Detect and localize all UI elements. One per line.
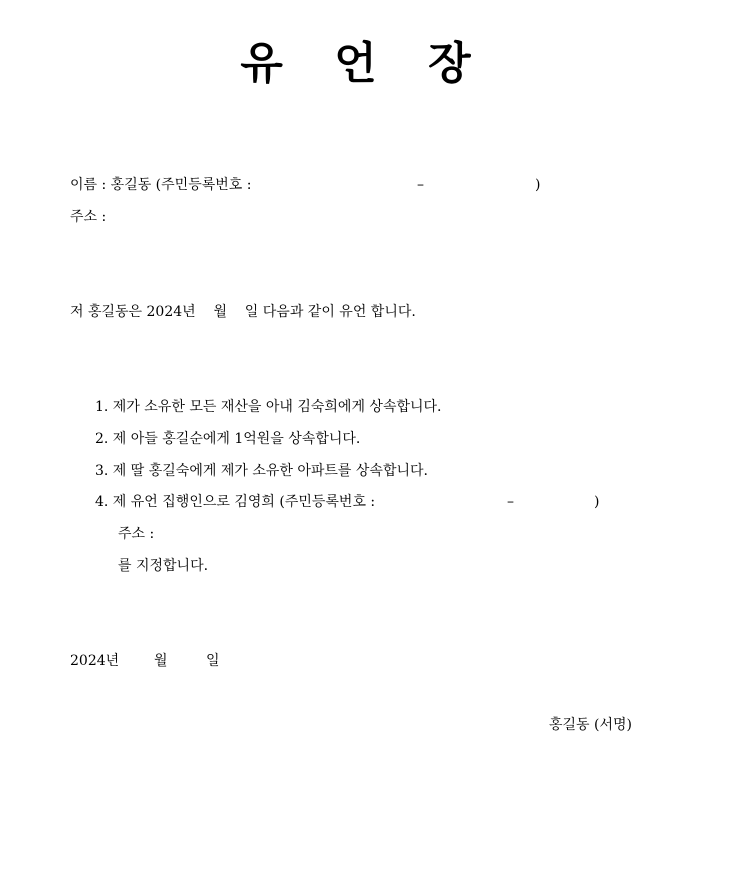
executor-text: 4. 제 유언 집행인으로 김영희 (주민등록번호 : (95, 494, 376, 510)
executor-designation: 를 지정합니다. (118, 558, 209, 574)
date-day: 일 (206, 653, 220, 669)
date-month: 월 (154, 653, 168, 669)
name-id-line (70, 175, 630, 195)
bequest-item: 2. 제 아들 홍길순에게 1억원을 상속합니다. (95, 431, 361, 447)
executor-id-close-paren: ) (594, 494, 600, 510)
document-date (70, 651, 270, 671)
declaration-text: 저 홍길동은 2024년 월 일 다음과 같이 유언 합니다. (70, 304, 416, 320)
executor-address-label: 주소 : (118, 526, 155, 542)
address-label: 주소 : (70, 209, 107, 225)
name-label: 이름 : 홍길동 (주민등록번호 : (70, 177, 252, 193)
document-title: 유 언 장 (240, 38, 489, 89)
executor-line (95, 492, 615, 512)
bequest-item: 3. 제 딸 홍길숙에게 제가 소유한 아파트를 상속합니다. (95, 463, 428, 479)
executor-id-dash: – (507, 494, 514, 510)
bequest-item: 1. 제가 소유한 모든 재산을 아내 김숙희에게 상속합니다. (95, 399, 442, 415)
date-year: 2024년 (70, 653, 120, 669)
id-dash: – (417, 177, 424, 193)
id-close-paren: ) (535, 177, 541, 193)
signature-line: 홍길동 (서명) (549, 717, 632, 733)
